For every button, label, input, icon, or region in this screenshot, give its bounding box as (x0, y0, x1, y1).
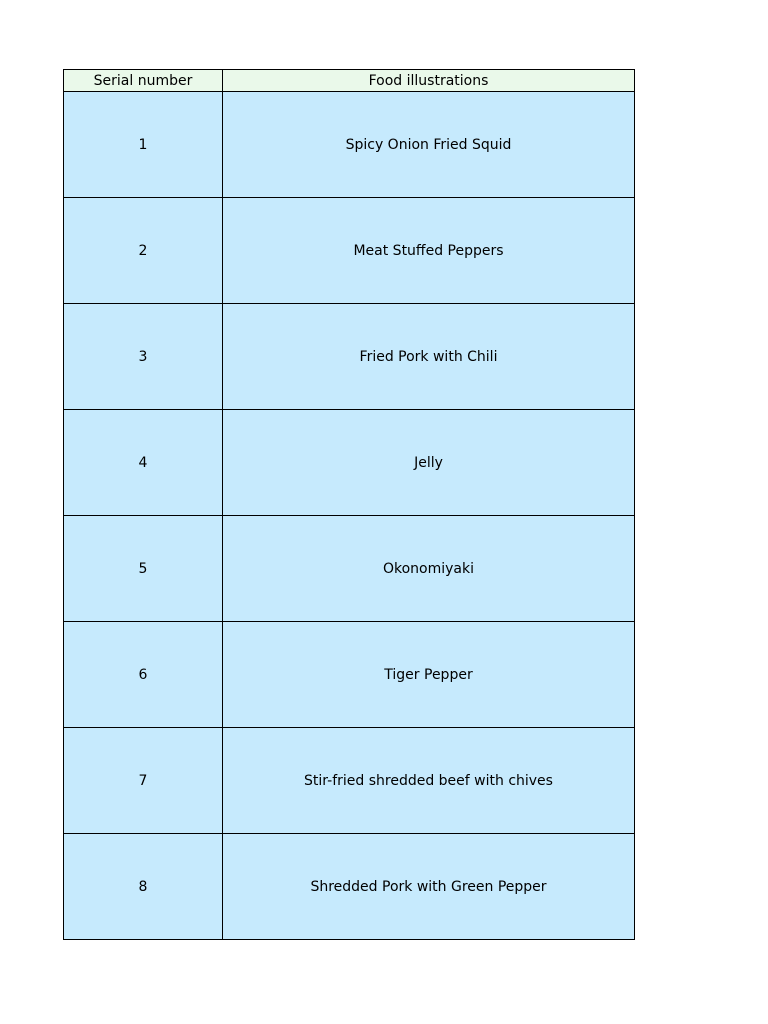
table-row (64, 198, 635, 304)
food-cell[interactable]: Meat Stuffed Peppers (223, 198, 635, 304)
food-cell[interactable]: Okonomiyaki (223, 516, 635, 622)
food-cell[interactable]: Fried Pork with Chili (223, 304, 635, 410)
table-header (64, 70, 635, 92)
serial-cell[interactable]: 6 (64, 622, 223, 728)
food-cell[interactable]: Tiger Pepper (223, 622, 635, 728)
serial-cell[interactable]: 2 (64, 198, 223, 304)
table-row (64, 622, 635, 728)
food-cell[interactable]: Jelly (223, 410, 635, 516)
header-row (64, 70, 635, 92)
serial-cell[interactable]: 7 (64, 728, 223, 834)
table-row (64, 728, 635, 834)
table-row (64, 92, 635, 198)
serial-cell[interactable]: 4 (64, 410, 223, 516)
food-cell[interactable]: Stir-fried shredded beef with chives (223, 728, 635, 834)
food-cell[interactable]: Spicy Onion Fried Squid (223, 92, 635, 198)
header-serial-number: Serial number (64, 70, 223, 92)
table-row (64, 834, 635, 940)
header-food-illustrations: Food illustrations (223, 70, 635, 92)
food-table (63, 69, 635, 940)
table-row (64, 410, 635, 516)
serial-cell[interactable]: 1 (64, 92, 223, 198)
table-body (64, 92, 635, 940)
serial-cell[interactable]: 5 (64, 516, 223, 622)
serial-cell[interactable]: 8 (64, 834, 223, 940)
table-row (64, 516, 635, 622)
table-row (64, 304, 635, 410)
food-cell[interactable]: Shredded Pork with Green Pepper (223, 834, 635, 940)
serial-cell[interactable]: 3 (64, 304, 223, 410)
